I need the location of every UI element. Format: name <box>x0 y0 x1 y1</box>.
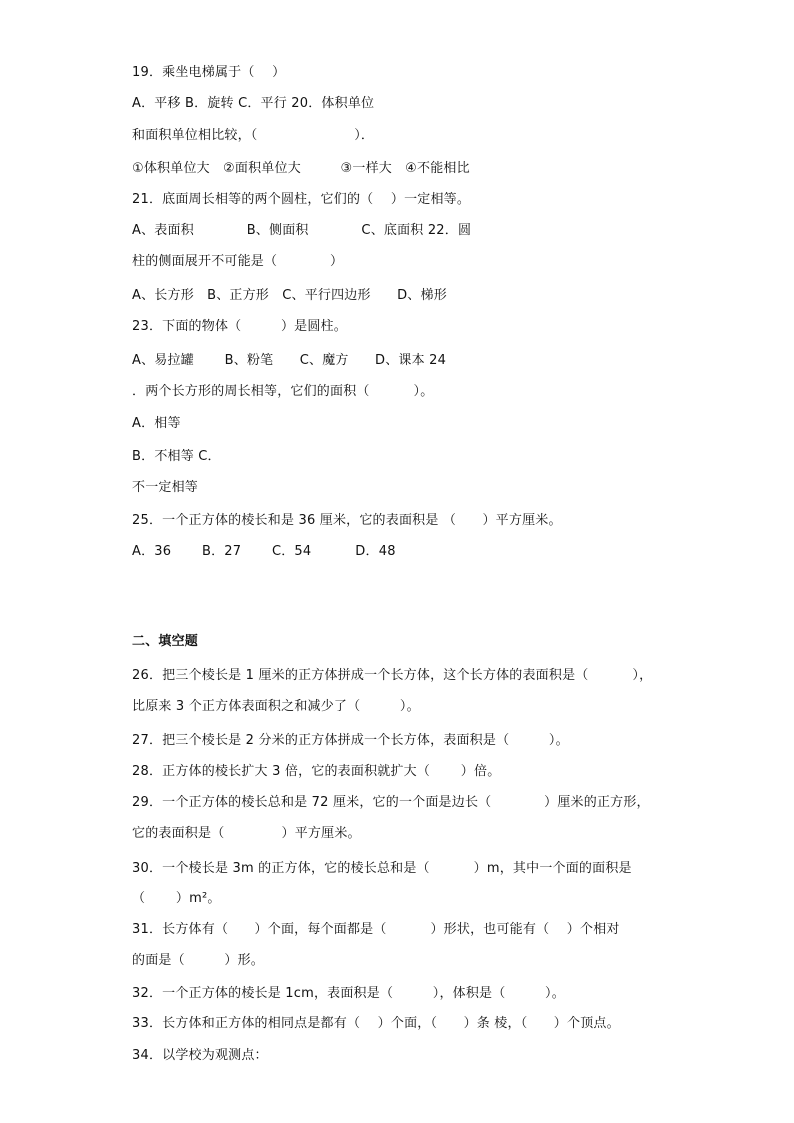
question-31-cont: 的面是（ ）形。 <box>132 953 265 968</box>
question-32: 32．一个正方体的棱长是 1cm，表面积是（ ），体积是（ ）。 <box>132 986 565 1001</box>
question-25: 25．一个正方体的棱长和是 36 厘米，它的表面积是 （ ）平方厘米。 <box>132 513 562 528</box>
question-34: 34．以学校为观测点： <box>132 1048 268 1063</box>
question-25-options: A．36 B．27 C．54 D．48 <box>132 544 396 559</box>
question-31: 31．长方体有（ ）个面，每个面都是（ ）形状，也可能有（ ）个相对 <box>132 922 620 937</box>
question-21-options: A、表面积 B、侧面积 C、底面积 22．圆 <box>132 223 472 238</box>
question-26-cont: 比原来 3 个正方体表面积之和减少了（ ）。 <box>132 699 420 714</box>
question-33: 33．长方体和正方体的相同点是都有（ ）个面，（ ）条 棱，（ ）个顶点。 <box>132 1016 620 1031</box>
question-26: 26．把三个棱长是 1 厘米的正方体拼成一个长方体，这个长方体的表面积是（ ）， <box>132 668 653 683</box>
question-22: 柱的侧面展开不可能是（ ） <box>132 254 344 269</box>
question-19-options: A．平移 B．旋转 C．平行 20．体积单位 <box>132 96 375 111</box>
section-heading: 二、填空题 <box>132 634 199 649</box>
question-28: 28．正方体的棱长扩大 3 倍，它的表面积就扩大（ ）倍。 <box>132 764 501 779</box>
question-24-option-c: 不一定相等 <box>132 480 199 495</box>
question-23: 23．下面的物体（ ）是圆柱。 <box>132 319 347 334</box>
question-24-option-a: A．相等 <box>132 416 181 431</box>
question-21: 21．底面周长相等的两个圆柱，它们的（ ）一定相等。 <box>132 192 471 207</box>
question-22-options: A、长方形 B、正方形 C、平行四边形 D、梯形 <box>132 288 447 303</box>
question-20: 和面积单位相比较，（ ）． <box>132 128 375 143</box>
question-27: 27．把三个棱长是 2 分米的正方体拼成一个长方体，表面积是（ ）。 <box>132 733 569 748</box>
question-23-options: A、易拉罐 B、粉笔 C、魔方 D、课本 24 <box>132 353 447 368</box>
question-20-options: ①体积单位大 ②面积单位大 ③一样大 ④不能相比 <box>132 161 470 176</box>
question-30: 30．一个棱长是 3m 的正方体，它的棱长总和是（ ）m，其中一个面的面积是 <box>132 861 632 876</box>
question-19: 19．乘坐电梯属于（ ） <box>132 65 286 80</box>
question-30-cont: （ ）m²。 <box>132 891 221 906</box>
question-29: 29．一个正方体的棱长总和是 72 厘米，它的一个面是边长（ ）厘米的正方形， <box>132 795 650 810</box>
question-29-cont: 它的表面积是（ ）平方厘米。 <box>132 826 361 841</box>
question-24: ．两个长方形的周长相等，它们的面积（ ）。 <box>132 384 434 399</box>
question-24-option-b: B．不相等 C． <box>132 449 221 464</box>
